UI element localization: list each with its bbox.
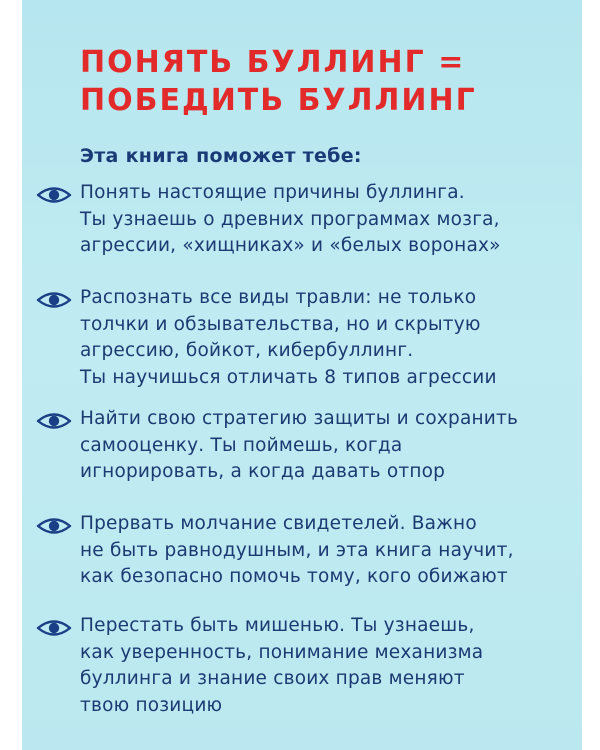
list-item-line: самооценку. Ты поймешь, когда [80, 434, 403, 456]
list-item-line: как безопасно помочь тому, кого обижают [80, 566, 508, 587]
list-item-line: агрессию, бойкот, кибербуллинг. [80, 340, 414, 361]
list-item-text [80, 613, 576, 719]
list-item-line: игнорировать, а когда давать отпор [80, 461, 446, 482]
eye-icon [36, 412, 72, 430]
list-item-line: Найти свою стратегию защиты и сохранить [80, 408, 519, 429]
list-item-line: Ты научишься отличать 8 типов агрессии [80, 366, 497, 388]
list-item-line: толчки и обзывательства, но и скрытую [80, 313, 481, 335]
page-title [80, 44, 560, 120]
list-item-line: Перестать быть мишенью. Ты узнаешь, [80, 615, 475, 636]
list-item-text [80, 406, 576, 486]
title-line-1: ПОНЯТЬ БУЛЛИНГ = [80, 45, 466, 80]
list-item-line: буллинга и знание своих прав меняют [80, 668, 465, 689]
list-item-line: не быть равнодушным, и эта книга научит, [80, 539, 514, 561]
list-item-line: твою позицию [80, 694, 223, 716]
eye-icon [36, 619, 72, 637]
list-item-line: Прервать молчание свидетелей. Важно [80, 513, 477, 534]
list-item-line: Распознать все виды травли: не только [80, 287, 477, 308]
eye-icon [36, 517, 72, 535]
eye-icon [36, 291, 72, 309]
list-item-text [80, 285, 576, 391]
subtitle: Эта книга поможет тебе: [80, 145, 362, 167]
list-item-line: Понять настоящие причины буллинга. [80, 182, 465, 203]
title-line-2: ПОБЕДИТЬ БУЛЛИНГ [80, 83, 477, 118]
list-item-line: как уверенность, понимание механизма [80, 641, 484, 663]
list-item-text [80, 511, 576, 591]
list-item-line: Ты узнаешь о древних программах мозга, [80, 208, 500, 230]
eye-icon [36, 186, 72, 204]
list-item-text [80, 180, 576, 260]
list-item-line: агрессии, «хищниках» и «белых воронах» [80, 235, 501, 256]
